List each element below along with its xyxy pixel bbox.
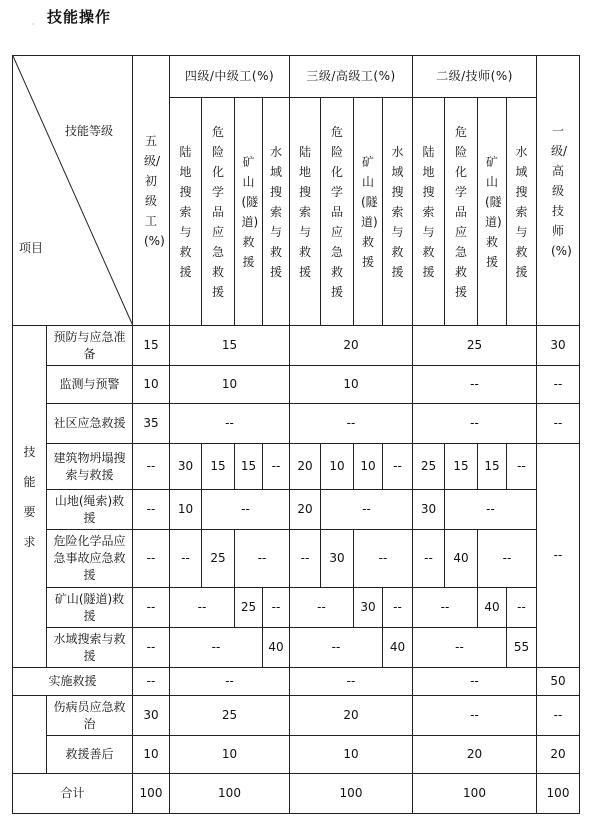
cell: 15 <box>235 444 263 490</box>
total-row <box>13 774 580 814</box>
cell: -- <box>170 588 235 628</box>
cell: 20 <box>290 444 321 490</box>
cell: 10 <box>133 736 170 774</box>
cell: 10 <box>133 366 170 404</box>
cell: 40 <box>478 588 507 628</box>
cell: 40 <box>383 628 413 668</box>
cell: 10 <box>170 736 290 774</box>
sub-header-land: 陆地搜索与救援 <box>290 98 321 326</box>
cell: 15 <box>478 444 507 490</box>
cell: -- <box>413 366 537 404</box>
cell: 100 <box>537 774 580 814</box>
sub-header-land: 陆地搜索与救援 <box>413 98 445 326</box>
cell: -- <box>290 628 383 668</box>
cell: -- <box>133 628 170 668</box>
cell: 40 <box>263 628 290 668</box>
cell: 20 <box>290 326 413 366</box>
grade2-header: 二级/技师(%) <box>413 56 537 98</box>
table-row <box>13 530 580 588</box>
row-label: 山地(绳索)救援 <box>47 490 133 530</box>
row-label: 实施救援 <box>13 668 133 696</box>
skill-weight-table <box>12 55 580 814</box>
cell: -- <box>290 588 354 628</box>
sub-header-mine: 矿山(隧道)救援 <box>478 98 507 326</box>
cell: 10 <box>290 366 413 404</box>
skill-group-label: 技能要求 <box>13 326 47 668</box>
row-label: 矿山(隧道)救援 <box>47 588 133 628</box>
cell: 10 <box>290 736 413 774</box>
cell: -- <box>413 530 445 588</box>
table-row <box>13 588 580 628</box>
cell: -- <box>413 588 478 628</box>
cell: 25 <box>235 588 263 628</box>
cell: 30 <box>170 444 202 490</box>
cell: -- <box>170 530 202 588</box>
grade1-header: 一级/高级技师(%) <box>537 56 580 326</box>
cell: 20 <box>290 490 321 530</box>
cell: -- <box>290 530 321 588</box>
diagonal-line <box>13 56 133 326</box>
row-label: 危险化学品应急事故应急救援 <box>47 530 133 588</box>
cell: -- <box>170 628 263 668</box>
cell: 40 <box>445 530 478 588</box>
cell: 50 <box>537 668 580 696</box>
cell: 20 <box>537 736 580 774</box>
sub-header-water: 水域搜索与救援 <box>263 98 290 326</box>
cell: -- <box>413 696 537 736</box>
cell: -- <box>413 404 537 444</box>
section-title: 技能操作 <box>47 8 112 26</box>
cell: -- <box>202 490 290 530</box>
cell: -- <box>290 668 413 696</box>
table-row <box>13 444 580 490</box>
sub-header-hazchem: 危险化学品应急救援 <box>445 98 478 326</box>
cell: -- <box>133 668 170 696</box>
table-row <box>13 736 580 774</box>
cell: 30 <box>354 588 383 628</box>
sub-header-mine: 矿山(隧道)救援 <box>235 98 263 326</box>
cell: 25 <box>413 444 445 490</box>
row-label: 水域搜索与救援 <box>47 628 133 668</box>
grade4-header: 四级/中级工(%) <box>170 56 290 98</box>
cell: 55 <box>507 628 537 668</box>
cell: -- <box>321 490 413 530</box>
cell: 15 <box>170 326 290 366</box>
cell: 20 <box>413 736 537 774</box>
row-label: 监测与预警 <box>47 366 133 404</box>
cell: 15 <box>133 326 170 366</box>
cell: 25 <box>170 696 290 736</box>
cell: -- <box>537 696 580 736</box>
cell: -- <box>263 588 290 628</box>
table-row <box>13 628 580 668</box>
cell: 10 <box>354 444 383 490</box>
cell: -- <box>478 530 537 588</box>
row-label: 救援善后 <box>47 736 133 774</box>
cell: 100 <box>413 774 537 814</box>
sub-header-water: 水域搜索与救援 <box>507 98 537 326</box>
item-axis-label: 项目 <box>19 241 44 255</box>
cell: -- <box>133 490 170 530</box>
sub-header-hazchem: 危险化学品应急救援 <box>321 98 354 326</box>
cell: 35 <box>133 404 170 444</box>
cell: -- <box>507 588 537 628</box>
cell: 25 <box>413 326 537 366</box>
cell: 30 <box>537 326 580 366</box>
sub-header-land: 陆地搜索与救援 <box>170 98 202 326</box>
cell: -- <box>413 668 537 696</box>
sub-header-hazchem: 危险化学品应急救援 <box>202 98 235 326</box>
cell: -- <box>170 404 290 444</box>
cell: -- <box>170 668 290 696</box>
corner-header <box>13 56 133 326</box>
cell: 30 <box>321 530 354 588</box>
table-row <box>13 696 580 736</box>
cell: 100 <box>290 774 413 814</box>
grade5-header: 五级/初级工(%) <box>133 56 170 326</box>
cell: 100 <box>133 774 170 814</box>
cell: -- <box>507 444 537 490</box>
row-label: 社区应急救援 <box>47 404 133 444</box>
sub-header-water: 水域搜索与救援 <box>383 98 413 326</box>
cell: -- <box>445 490 537 530</box>
row-label: 预防与应急准备 <box>47 326 133 366</box>
table-row <box>13 366 580 404</box>
cell: 10 <box>170 490 202 530</box>
sub-header-mine: 矿山(隧道)救援 <box>354 98 383 326</box>
table-row <box>13 490 580 530</box>
table-row <box>13 668 580 696</box>
cell: -- <box>133 588 170 628</box>
cell: -- <box>290 404 413 444</box>
cell: 100 <box>170 774 290 814</box>
table-row <box>13 404 580 444</box>
cell: 30 <box>133 696 170 736</box>
cell: -- <box>537 404 580 444</box>
total-label: 合计 <box>13 774 133 814</box>
bullet-mark: · <box>32 20 35 29</box>
cell: -- <box>383 444 413 490</box>
grade-axis-label: 技能等级 <box>65 124 114 138</box>
cell: 10 <box>170 366 290 404</box>
cell: 30 <box>413 490 445 530</box>
cell: 15 <box>445 444 478 490</box>
row-label: 建筑物坍塌搜索与救援 <box>47 444 133 490</box>
cell: 15 <box>202 444 235 490</box>
cell: -- <box>537 366 580 404</box>
table-row <box>13 326 580 366</box>
cell: -- <box>133 444 170 490</box>
cell: -- <box>354 530 413 588</box>
cell: -- <box>263 444 290 490</box>
cell: -- <box>537 444 580 668</box>
cell: 10 <box>321 444 354 490</box>
cell: -- <box>383 588 413 628</box>
cell: 20 <box>290 696 413 736</box>
cell: -- <box>235 530 290 588</box>
row-label: 伤病员应急救治 <box>47 696 133 736</box>
cell: -- <box>413 628 507 668</box>
cell: -- <box>133 530 170 588</box>
cell: 25 <box>202 530 235 588</box>
grade3-header: 三级/高级工(%) <box>290 56 413 98</box>
